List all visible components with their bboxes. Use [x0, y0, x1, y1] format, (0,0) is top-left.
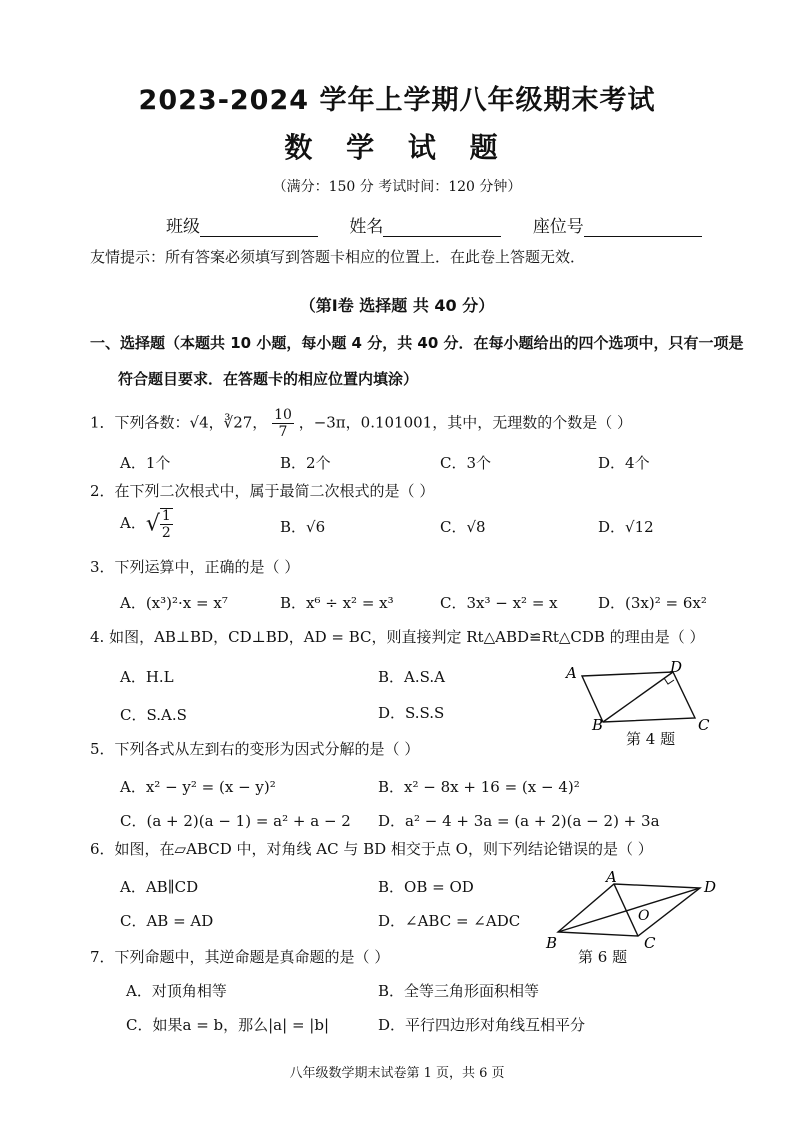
part-instructions-line1: 一、选择题（本题共 10 小题，每小题 4 分，共 40 分．在每小题给出的四个选项中，只有一项是	[90, 334, 744, 352]
seat-blank[interactable]	[584, 218, 702, 237]
q7-option-a[interactable]: A．对顶角相等	[126, 982, 227, 1000]
question-6-stem: 6．如图，在▱ABCD 中，对角线 AC 与 BD 相交于点 O，则下列结论错误的是（ ）	[90, 840, 653, 858]
q2-option-c[interactable]: C．√8	[440, 518, 486, 536]
q2-sqrt-icon: √	[145, 511, 160, 537]
friendly-tip: 友情提示：所有答案必须填写到答题卡相应的位置上．在此卷上答题无效．	[90, 248, 586, 266]
q6-point-c: C	[644, 934, 656, 952]
q6-diagonal-ac	[614, 884, 638, 936]
q4-point-b: B	[592, 716, 604, 734]
question-2-stem: 2．在下列二次根式中，属于最简二次根式的是（ ）	[90, 482, 435, 500]
q3-option-a[interactable]: A．(x³)²·x = x⁷	[120, 594, 228, 612]
class-blank[interactable]	[200, 218, 318, 237]
name-blank[interactable]	[383, 218, 501, 237]
q3-option-b[interactable]: B．x⁶ ÷ x² = x³	[280, 594, 394, 612]
q6-point-d: D	[704, 878, 717, 896]
q2-option-a-prefix: A．	[120, 514, 146, 532]
q1-stem-b: ，−3π，0.101001，其中，无理数的个数是（ ）	[298, 413, 632, 432]
q5-option-c[interactable]: C．(a + 2)(a − 1) = a² + a − 2	[120, 812, 351, 830]
q6-diagonal-bd	[558, 888, 700, 932]
q1-option-a[interactable]: A．1个	[120, 454, 171, 472]
q6-figure	[542, 870, 722, 960]
q4-option-d[interactable]: D．S.S.S	[378, 704, 445, 722]
q6-option-b[interactable]: B．OB = OD	[378, 878, 474, 896]
exam-title: 2023-2024 学年上学期八年级期末考试	[138, 85, 656, 116]
q4-point-d: D	[670, 658, 683, 676]
q1-option-d[interactable]: D．4个	[598, 454, 650, 472]
q4-option-c[interactable]: C．S.A.S	[120, 706, 187, 724]
q3-option-c[interactable]: C．3x³ − x² = x	[440, 594, 558, 612]
q4-option-a[interactable]: A．H.L	[120, 668, 174, 686]
q1-option-b[interactable]: B．2个	[280, 454, 331, 472]
part-instructions-line2: 符合题目要求．在答题卡的相应位置内填涂）	[118, 370, 419, 388]
question-5-stem: 5．下列各式从左到右的变形为因式分解的是（ ）	[90, 740, 420, 758]
q4-point-c: C	[698, 716, 710, 734]
seat-label: 座位号	[532, 217, 584, 237]
q4-figure-caption: 第 4 题	[626, 730, 676, 748]
q4-point-a: A	[566, 664, 577, 682]
q1-frac-den: 7	[278, 424, 288, 440]
q6-option-a[interactable]: A．AB∥CD	[120, 878, 199, 896]
q3-option-d[interactable]: D．(3x)² = 6x²	[598, 594, 707, 612]
q1-option-c[interactable]: C．3个	[440, 454, 492, 472]
question-4-stem: 4. 如图，AB⊥BD，CD⊥BD，AD = BC，则直接判定 Rt△ABD≌Rt△CDB 的理由是（ ）	[90, 628, 705, 646]
q6-option-d[interactable]: D．∠ABC = ∠ADC	[378, 912, 521, 930]
q6-point-a: A	[606, 870, 617, 886]
q1-frac-num: 10	[274, 407, 292, 423]
q2-option-a[interactable]	[120, 508, 173, 540]
question-7-stem: 7．下列命题中，其逆命题是真命题的是（ ）	[90, 948, 390, 966]
q4-diagonal-bd	[603, 672, 673, 722]
q5-option-d[interactable]: D．a² − 4 + 3a = (a + 2)(a − 2) + 3a	[378, 812, 660, 830]
page-footer: 八年级数学期末试卷第 1 页，共 6 页	[289, 1066, 505, 1081]
q5-option-b[interactable]: B．x² − 8x + 16 = (x − 4)²	[378, 778, 580, 796]
q6-point-o: O	[638, 908, 650, 924]
q6-option-c[interactable]: C．AB = AD	[120, 912, 214, 930]
q1-stem-a: 1．下列各数：√4，∛27，	[90, 413, 268, 432]
section-title: （第Ⅰ卷 选择题 共 40 分）	[299, 296, 495, 315]
q4-option-b[interactable]: B．A.S.A	[378, 668, 445, 686]
q7-option-c[interactable]: C．如果a = b，那么|a| = |b|	[126, 1016, 329, 1034]
exam-meta: （满分：150 分 考试时间：120 分钟）	[272, 179, 522, 195]
q2-option-d[interactable]: D．√12	[598, 518, 654, 536]
q2-frac-den: 2	[161, 525, 171, 541]
q7-option-b[interactable]: B．全等三角形面积相等	[378, 982, 540, 1000]
exam-subtitle: 数 学 试 题	[284, 131, 510, 164]
name-label: 姓名	[349, 217, 384, 237]
student-info-row	[166, 212, 728, 237]
q1-fraction	[272, 408, 294, 439]
q2-option-b[interactable]: B．√6	[280, 518, 326, 536]
q7-option-d[interactable]: D．平行四边形对角线互相平分	[378, 1016, 586, 1034]
class-label: 班级	[166, 217, 200, 237]
q2-fraction	[160, 508, 173, 540]
q2-frac-num: 1	[161, 508, 171, 524]
q6-point-b: B	[546, 934, 558, 952]
question-3-stem: 3．下列运算中，正确的是（ ）	[90, 558, 300, 576]
q5-option-a[interactable]: A．x² − y² = (x − y)²	[120, 778, 276, 796]
question-1-stem	[90, 408, 632, 439]
q4-right-angle-mark	[664, 678, 674, 684]
q6-figure-caption: 第 6 题	[578, 948, 628, 966]
